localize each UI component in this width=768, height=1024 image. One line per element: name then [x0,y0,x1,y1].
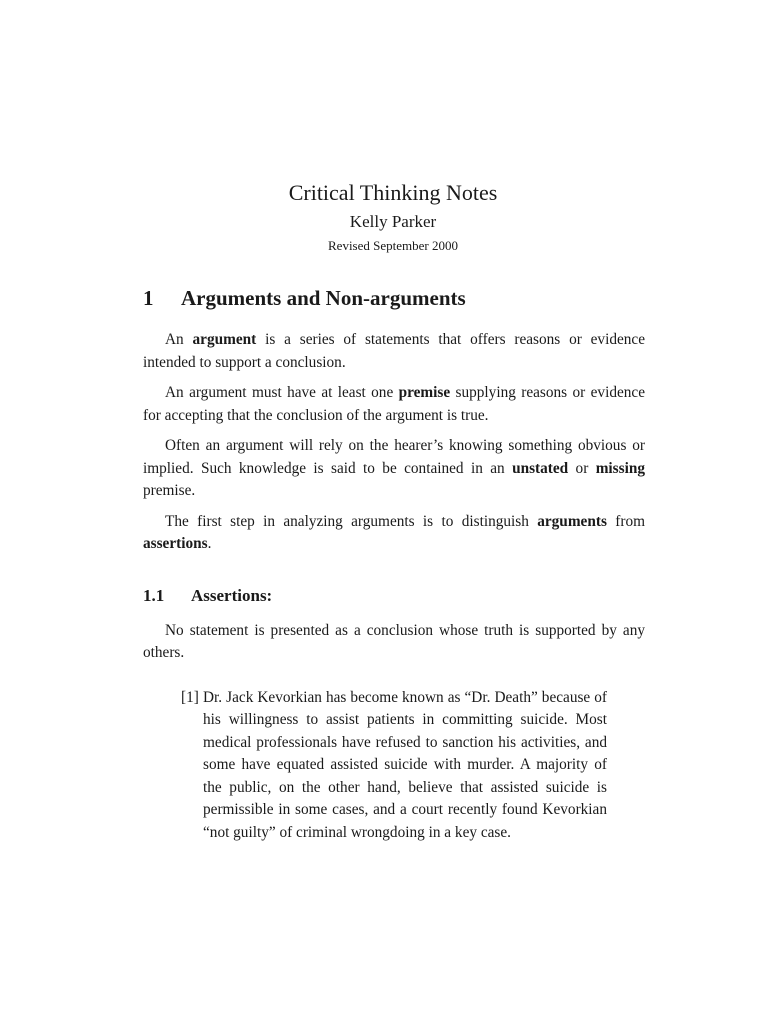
term-missing: missing [595,459,645,477]
paragraph-unstated-premise [143,435,645,503]
term-assertions: assertions [143,535,208,552]
text-run: from [606,512,645,530]
term-premise: premise [398,384,451,401]
subsection-title: Assertions: [191,585,273,605]
text-run: Often an argument will rely on the hearer’s knowing something obvious or implied. Such knowledge is said to be contained in an [143,437,645,477]
term-unstated: unstated [512,459,569,477]
text-run: is a series of statements that offers reasons or evidence intended to support a conclusion. [143,331,645,371]
example-text: Dr. Jack Kevorkian has become known as “Dr. Death” because of his willingness to assist patients in committing suicide. Most medical professionals have refused to sanction his activities, and some have equated assisted suicide with murder. A majority of the public, on the other hand, believe that assisted suicide is permissible in some cases, and a court recently found Kevorkian “not guilty” of criminal wrongdoing in a key case. [203,688,607,841]
document-body [143,283,645,844]
text-run: . [207,535,212,552]
text-run: supplying reasons or evidence for accepting that the conclusion of the argument is true. [143,384,645,424]
paragraph-argument-definition [143,329,645,374]
text-run: premise. [143,482,196,499]
subsection-number: 1.1 [143,585,165,605]
section-heading [143,283,645,313]
document-author: Kelly Parker [349,212,437,231]
title-block [0,178,768,256]
text-run: An argument must have at least one [165,384,399,401]
term-arguments: arguments [537,512,607,530]
text-run: The first step in analyzing arguments is to distinguish [165,512,538,530]
section-title: Arguments and Non-arguments [181,286,466,310]
example-item [181,687,607,845]
text-run: An [165,331,193,348]
document-title: Critical Thinking Notes [288,180,498,205]
term-argument: argument [192,331,257,348]
text-run: or [568,459,596,477]
paragraph-premise-definition [143,382,645,427]
paragraph-first-step [143,511,645,556]
document-date: Revised September 2000 [328,238,458,253]
section-number: 1 [143,286,154,310]
subsection-heading [143,584,645,608]
example-number: [1] [181,688,199,706]
paragraph-assertions-definition: No statement is presented as a conclusion whose truth is supported by any others. [143,621,645,661]
